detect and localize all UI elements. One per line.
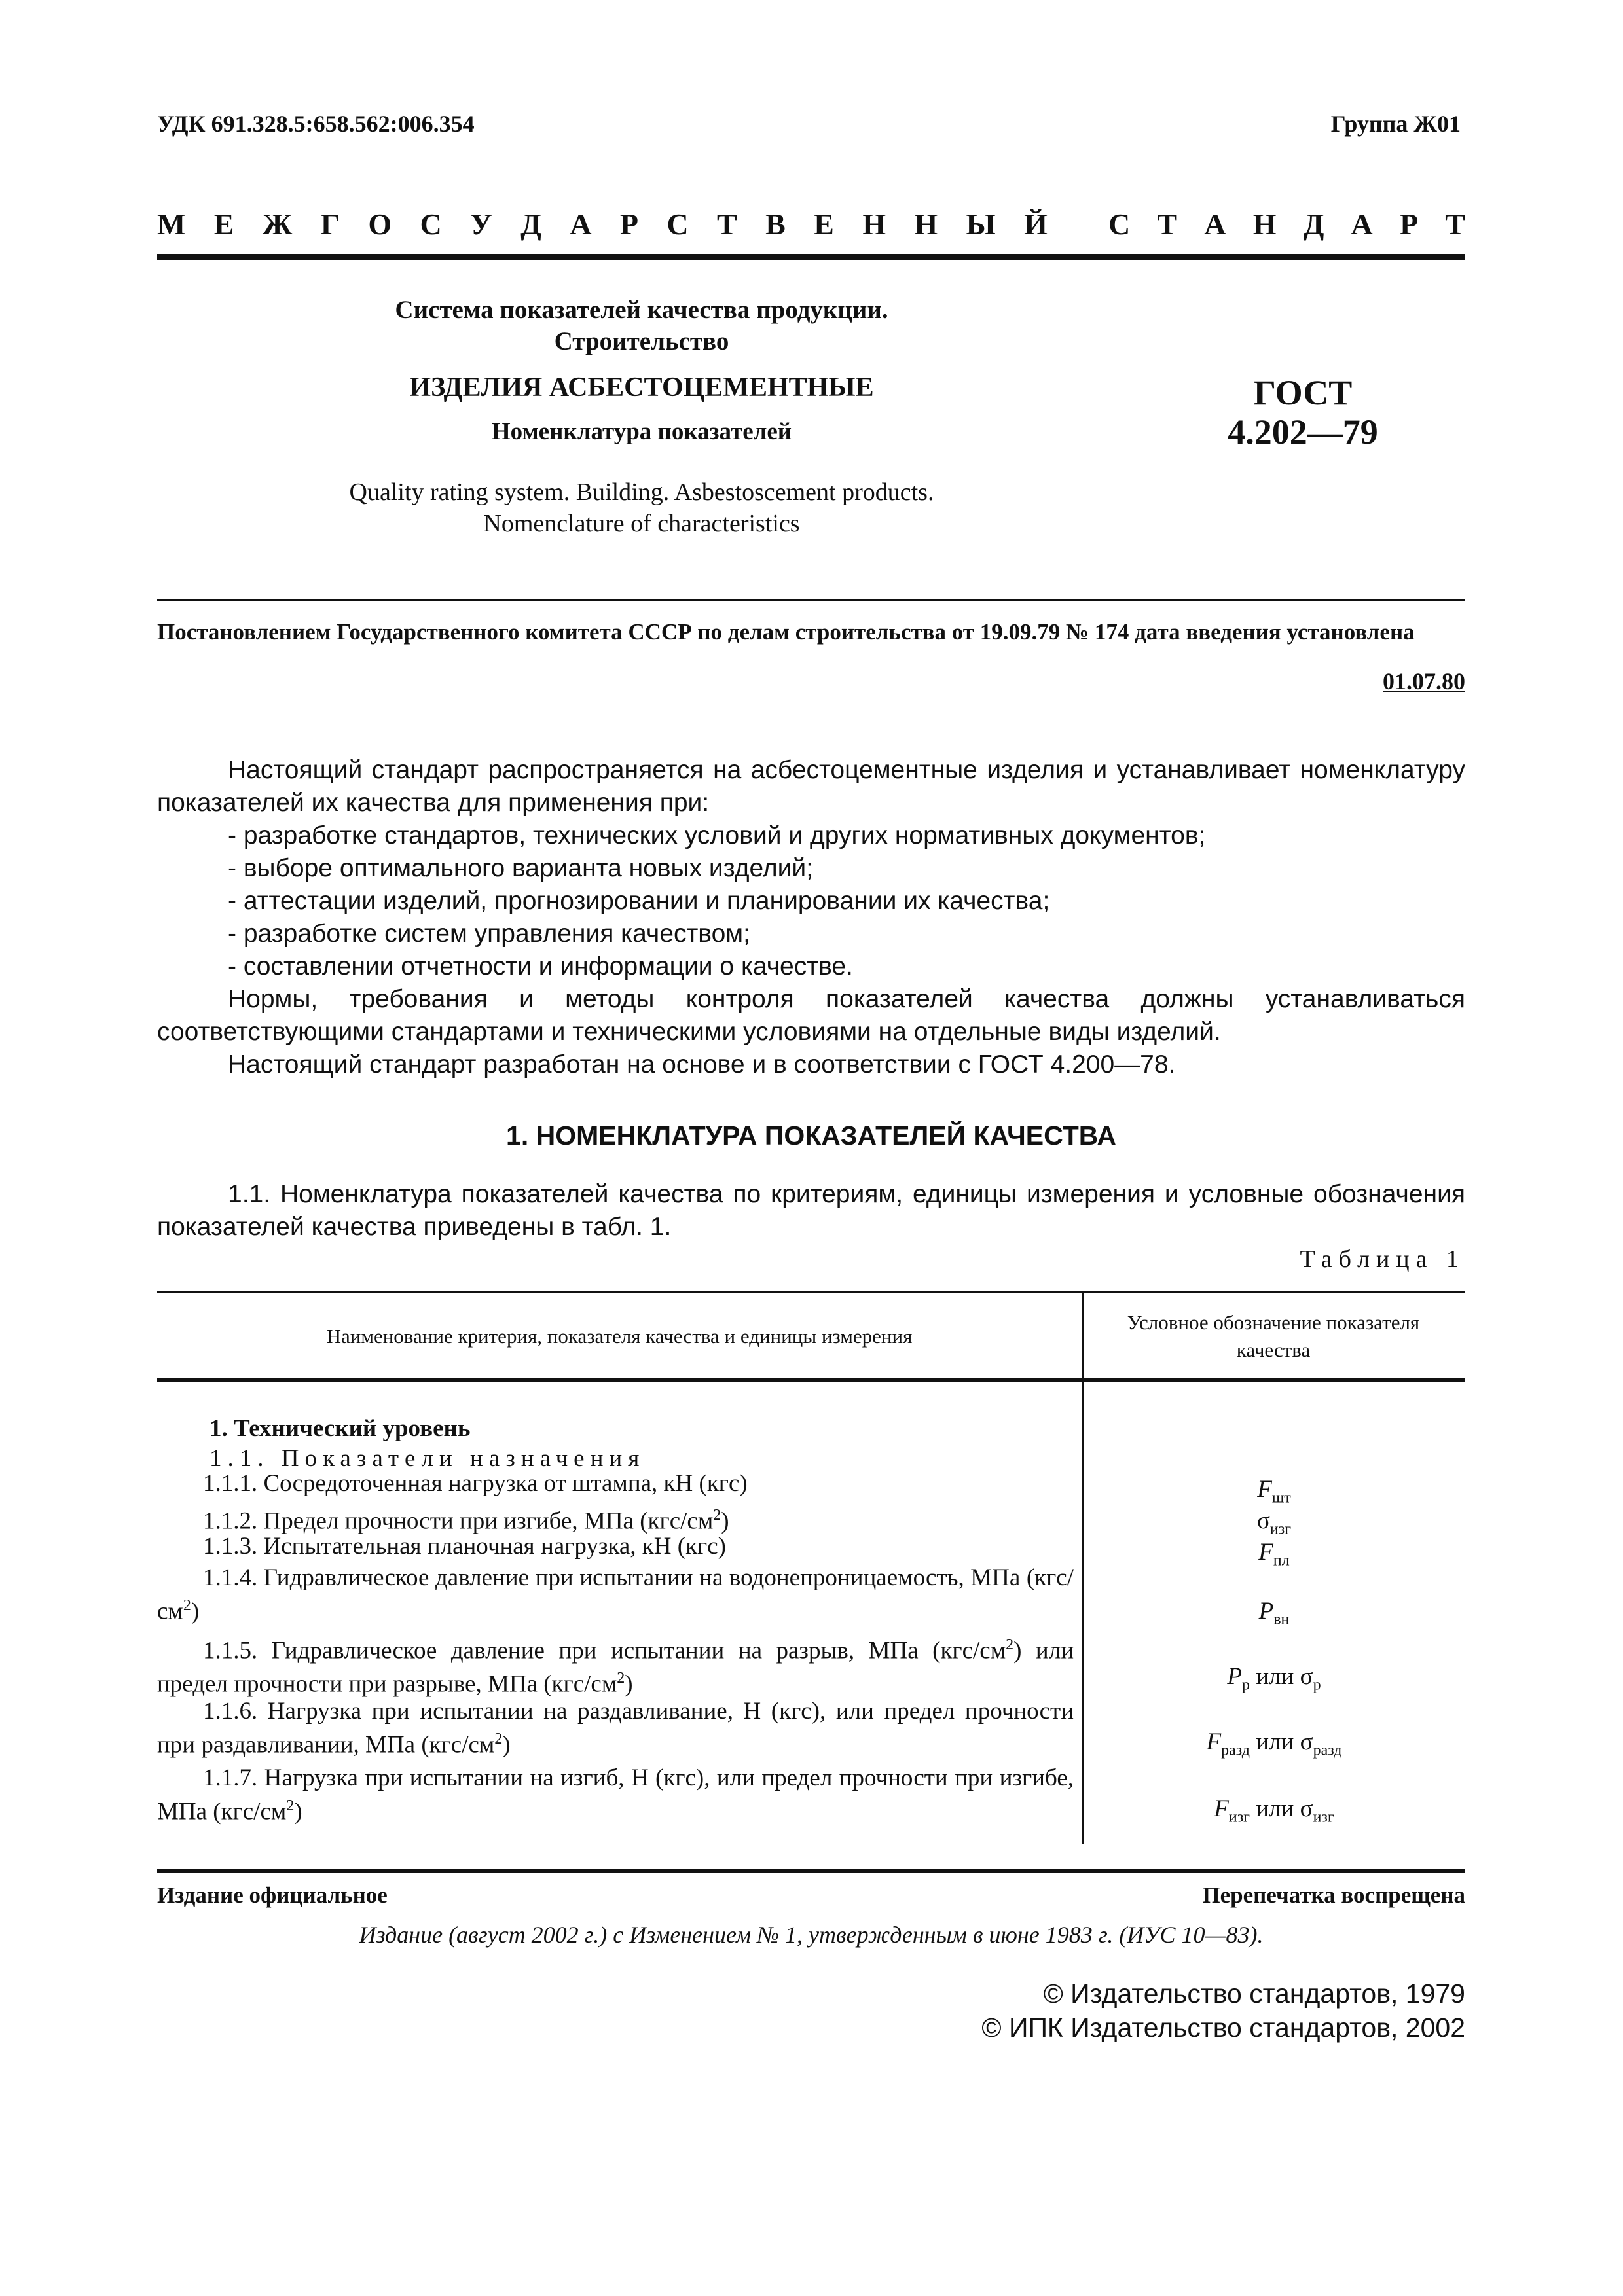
row-indicator-text: 1.1.1. Сосредоточенная нагрузка от штампа, кН (кгс) — [203, 1470, 748, 1497]
intro-list-item: - составлении отчетности и информации о качестве. — [228, 952, 853, 980]
row-symbol: $F_{разд}$ или $\sigma_{разд}$ — [1206, 1729, 1342, 1759]
table-group-title — [157, 1415, 1074, 1443]
row-indicator-text: 1.1.5. Гидравлическое давление при испытании на разрыв, МПа $(кгс/см^2)$ или предел прочности при разрыве, МПа $(кгс/см^2)$ — [157, 1636, 1074, 1698]
table-row — [157, 1698, 1074, 1759]
banner-standard-letter: Р — [1399, 207, 1419, 241]
banner-interstate-letter: Ж — [262, 207, 293, 241]
banner-interstate-letter: А — [570, 207, 592, 241]
banner-interstate-letter: В — [765, 207, 786, 241]
banner-interstate-letter: С — [666, 207, 689, 241]
group-code: Группа Ж01 — [1330, 111, 1461, 137]
english-title-line2: Nomenclature of characteristics — [483, 510, 800, 537]
row-indicator-text: 1.1.4. Гидравлическое давление при испытании на водонепроницаемость, МПа $(кгс/см^2)$ — [157, 1564, 1074, 1625]
row-symbol: $P_{вн}$ — [1258, 1598, 1290, 1628]
copyright-line: © Издательство стандартов, 1979 — [1043, 1979, 1465, 2009]
product-title: ИЗДЕЛИЯ АСБЕСТОЦЕМЕНТНЫЕ — [409, 372, 874, 403]
table-column-divider — [1082, 1291, 1084, 1844]
row-symbol: $F_{шт}$ — [1257, 1476, 1291, 1507]
banner-interstate — [157, 207, 1048, 242]
decree-rule — [157, 599, 1465, 601]
intro-list-item: - аттестации изделий, прогнозировании и планировании их качества; — [228, 887, 1050, 915]
standard-banner — [157, 207, 1465, 242]
table-subgroup-title — [157, 1445, 1074, 1473]
footer-rule — [157, 1869, 1465, 1873]
banner-interstate-letter: С — [420, 207, 442, 241]
banner-interstate-letter: Н — [862, 207, 886, 241]
section-paragraph: 1.1. Номенклатура показателей качества по критериям, единицы измерения и условные обозначения показателей качества приведены в табл. 1. — [157, 1180, 1465, 1241]
table-row — [157, 1470, 1074, 1498]
group-title-text: 1. Технический уровень — [210, 1415, 471, 1442]
english-title-line1: Quality rating system. Building. Asbestoscement products. — [349, 478, 934, 506]
table-row — [157, 1765, 1074, 1825]
udk-code: УДК 691.328.5:658.562:006.354 — [157, 111, 475, 137]
reprint-forbidden-label: Перепечатка воспрещена — [1202, 1882, 1465, 1908]
banner-standard-letter: Н — [1252, 207, 1277, 241]
row-indicator-text: 1.1.6. Нагрузка при испытании на раздавливание, Н (кгс), или предел прочности при раздавливании, МПа $(кгс/см^2)$ — [157, 1698, 1074, 1759]
banner-interstate-letter: Р — [619, 207, 639, 241]
row-indicator-text: 1.1.7. Нагрузка при испытании на изгиб, Н (кгс), или предел прочности при изгибе, МПа $(кгс/см^2)$ — [157, 1765, 1074, 1825]
intro-section — [157, 754, 1465, 1081]
copyright-line: © ИПК Издательство стандартов, 2002 — [981, 2013, 1465, 2043]
intro-paragraph: Настоящий стандарт разработан на основе и в соответствии с ГОСТ 4.200—78. — [228, 1050, 1176, 1079]
system-title-line1: Система показателей качества продукции. — [395, 296, 888, 324]
section-heading: 1. НОМЕНКЛАТУРА ПОКАЗАТЕЛЕЙ КАЧЕСТВА — [506, 1121, 1116, 1151]
intro-paragraph: Нормы, требования и методы контроля показателей качества должны устанавливаться соответствующими стандартами и техническими условиями на отдельные виды изделий. — [157, 985, 1465, 1046]
banner-standard-letter: А — [1351, 207, 1373, 241]
intro-paragraph: Настоящий стандарт распространяется на асбестоцементные изделия и устанавливает номенклатуру показателей их качества для применения при: — [157, 756, 1465, 817]
intro-list-item: - выборе оптимального варианта новых изделий; — [228, 854, 814, 882]
system-title-line2: Строительство — [554, 327, 729, 355]
row-symbol: $P_р$ или $\sigma_р$ — [1227, 1663, 1321, 1694]
banner-interstate-letter: У — [470, 207, 492, 241]
introduction-date: 01.07.80 — [1383, 668, 1465, 694]
banner-standard-letter: Т — [1157, 207, 1178, 241]
table-caption: Таблица 1 — [1300, 1246, 1465, 1273]
row-indicator-text: 1.1.3. Испытательная планочная нагрузка, кН (кгс) — [203, 1533, 726, 1560]
intro-list-item: - разработке систем управления качеством; — [228, 920, 750, 948]
gost-designation — [1205, 373, 1401, 452]
row-symbol: $F_{изг}$ или $\sigma_{изг}$ — [1214, 1795, 1334, 1826]
gost-number: 4.202—79 — [1228, 412, 1378, 452]
row-indicator-text: 1.1.2. Предел прочности при изгибе, МПа $(кгс/см^2)$ — [203, 1507, 729, 1535]
banner-interstate-letter: О — [368, 207, 392, 241]
banner-interstate-letter: Й — [1024, 207, 1048, 241]
intro-list-item: - разработке стандартов, технических условий и других нормативных документов; — [228, 821, 1206, 850]
subgroup-title-text: 1.1. Показатели назначения — [210, 1445, 646, 1472]
official-edition-label: Издание официальное — [157, 1882, 388, 1908]
banner-interstate-letter: Т — [717, 207, 737, 241]
banner-standard-letter: А — [1204, 207, 1226, 241]
banner-standard — [1108, 207, 1465, 242]
indicators-table — [157, 1291, 1465, 1844]
gost-label: ГОСТ — [1253, 373, 1353, 412]
english-title — [262, 476, 1021, 539]
banner-interstate-letter: Ы — [966, 207, 996, 241]
row-symbol: $\sigma_{изг}$ — [1256, 1507, 1292, 1538]
table-header-rule — [157, 1378, 1465, 1382]
banner-standard-letter: С — [1108, 207, 1131, 241]
banner-interstate-letter: М — [157, 207, 186, 241]
row-symbol: $F_{пл}$ — [1258, 1539, 1290, 1570]
table-row — [157, 1631, 1074, 1698]
decree-text: Постановлением Государственного комитета СССР по делам строительства от 19.09.79 № 174 дата введения установлена — [157, 619, 1415, 645]
banner-interstate-letter: Е — [814, 207, 834, 241]
system-title — [295, 295, 989, 357]
banner-interstate-letter: Н — [914, 207, 938, 241]
banner-interstate-letter: Г — [320, 207, 340, 241]
banner-interstate-letter: Д — [520, 207, 541, 241]
copyright-block — [981, 1977, 1465, 2045]
table-top-rule — [157, 1291, 1465, 1293]
table-header-symbol: Условное обозначение показателя качества — [1127, 1311, 1420, 1361]
banner-interstate-letter: Е — [213, 207, 234, 241]
banner-standard-letter: Д — [1303, 207, 1324, 241]
banner-rule — [157, 254, 1465, 260]
document-subtitle: Номенклатура показателей — [491, 418, 792, 445]
table-row — [157, 1564, 1074, 1625]
edition-note: Издание (август 2002 г.) с Изменением № 1, утвержденным в июне 1983 г. (ИУС 10—83). — [359, 1922, 1264, 1948]
banner-standard-letter: Т — [1445, 207, 1465, 241]
table-header-name: Наименование критерия, показателя качества и единицы измерения — [326, 1325, 913, 1348]
table-row — [157, 1501, 1074, 1535]
table-row — [157, 1533, 1074, 1560]
